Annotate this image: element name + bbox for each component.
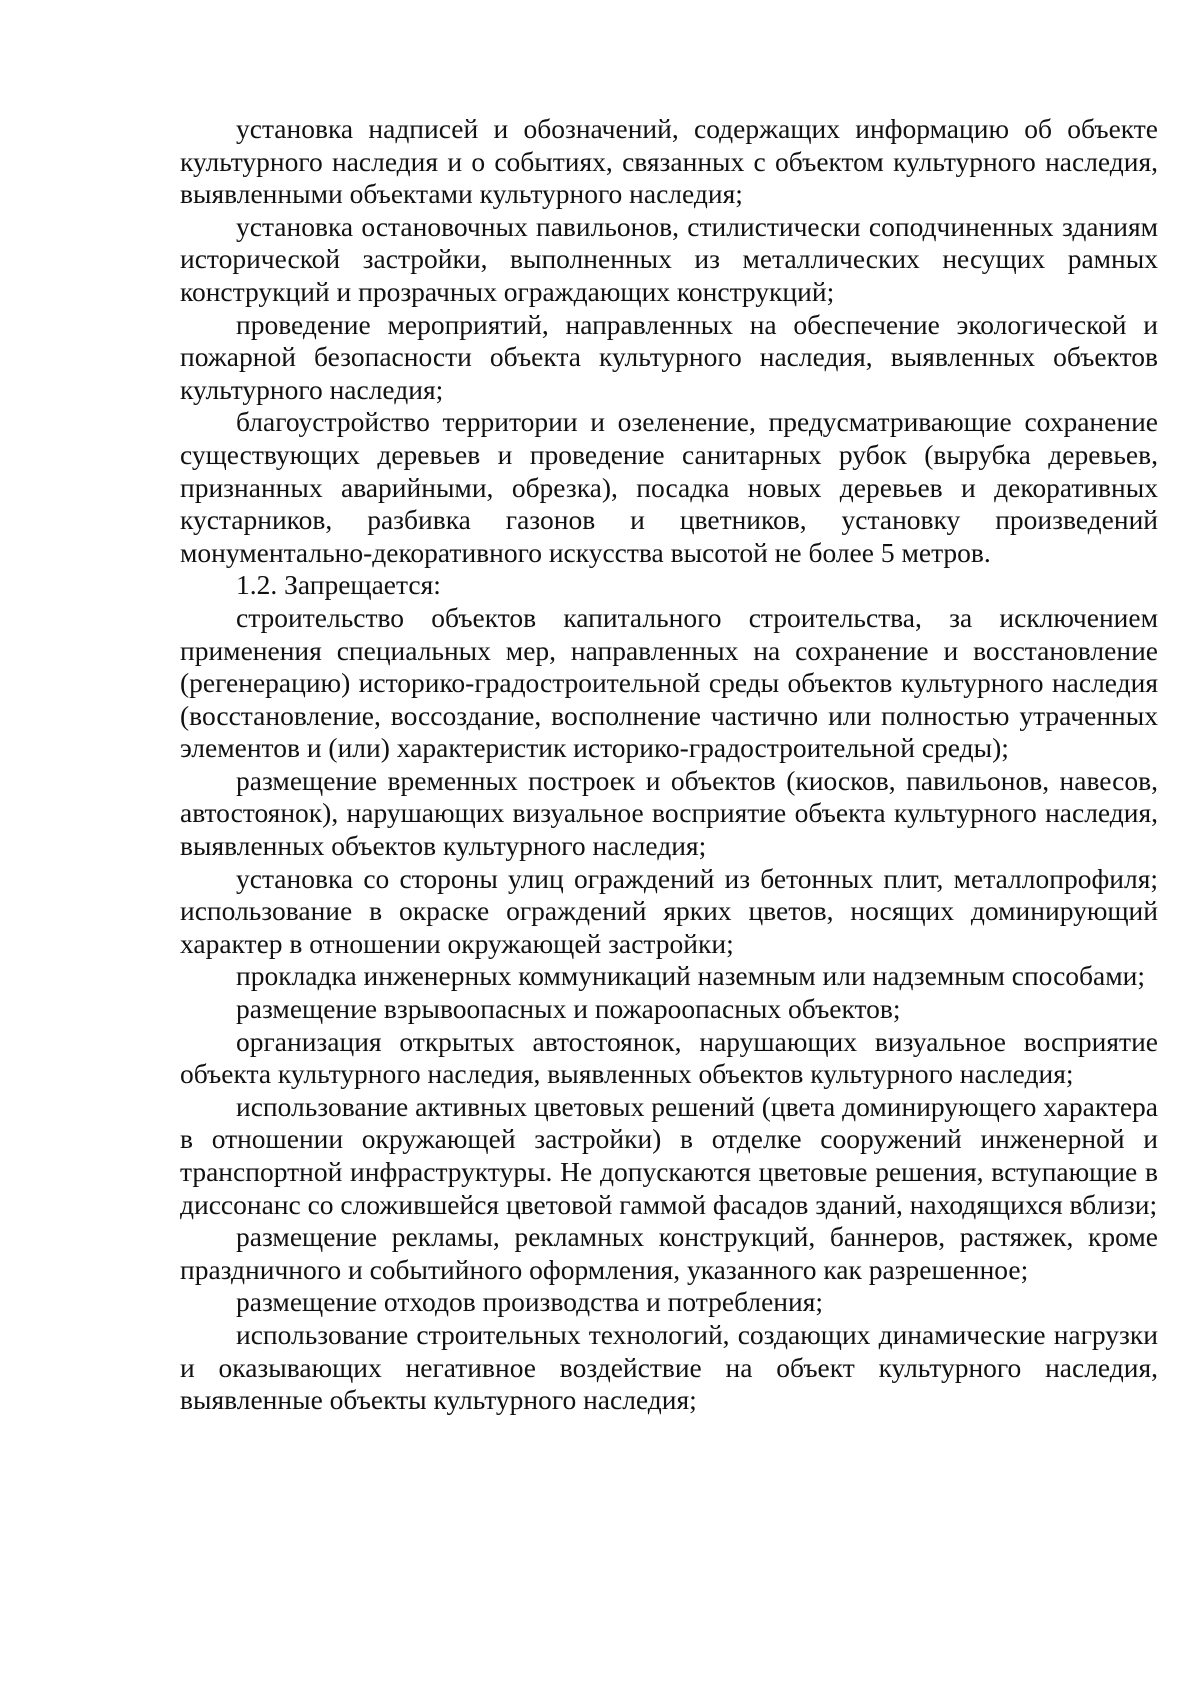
paragraph-color-solutions: использование активных цветовых решений (цвета доминирующего характера в отношении окружающей застройки) в отделке сооружений инженерной и транспортной инфраструктуры. Не допускаются цветовые решения, вступающие в диссонанс со сложившейся цветовой гаммой фасадов зданий, находящихся вблизи; <box>180 1090 1158 1220</box>
section-heading-prohibited: 1.2. Запрещается: <box>236 569 441 601</box>
paragraph-hazardous-objects: размещение взрывоопасных и пожароопасных объектов; <box>236 993 901 1025</box>
paragraph-construction-technologies: использование строительных технологий, создающих динамические нагрузки и оказывающих негативное воздействие на объект культурного наследия, выявленные объекты культурного наследия; <box>180 1318 1158 1416</box>
paragraph-utilities: прокладка инженерных коммуникаций наземным или надземным способами; <box>236 960 1146 992</box>
paragraph-bus-pavilions: установка остановочных павильонов, стилистически соподчиненных зданиям исторической застройки, выполненных из металлических несущих рамных конструкций и прозрачных ограждающих конструкций; <box>180 210 1158 307</box>
paragraph-landscaping: благоустройство территории и озеленение, предусматривающие сохранение существующих деревьев и проведение санитарных рубок (вырубка деревьев, признанных аварийными, обрезка), посадка новых деревьев и декоративных кустарников, разбивка газонов и цветников, установку произведений монументально-декоративного искусства высотой не более 5 метров. <box>180 406 1158 568</box>
paragraph-safety-measures: проведение мероприятий, направленных на обеспечение экологической и пожарной безопасности объекта культурного наследия, выявленных объектов культурного наследия; <box>180 308 1158 405</box>
paragraph-advertising: размещение рекламы, рекламных конструкций, баннеров, растяжек, кроме праздничного и событийного оформления, указанного как разрешенное; <box>180 1221 1158 1285</box>
paragraph-open-parking: организация открытых автостоянок, нарушающих визуальное восприятие объекта культурного наследия, выявленных объектов культурного наследия; <box>180 1025 1158 1090</box>
paragraph-temporary-structures: размещение временных построек и объектов (киосков, павильонов, навесов, автостоянок), нарушающих визуальное восприятие объекта культурного наследия, выявленных объектов культурного наследия; <box>180 764 1158 862</box>
paragraph-signage: установка надписей и обозначений, содержащих информацию об объекте культурного наследия и о событиях, связанных с объектом культурного наследия, выявленными объектами культурного наследия; <box>180 113 1158 210</box>
paragraph-waste: размещение отходов производства и потребления; <box>236 1286 824 1318</box>
paragraph-capital-construction: строительство объектов капитального строительства, за исключением применения специальных мер, направленных на сохранение и восстановление (регенерацию) историко-градостроительной среды объектов культурного наследия (восстановление, воссоздание, восполнение частично или полностью утраченных элементов и (или) характеристик историко-градостроительной среды); <box>180 601 1158 764</box>
paragraph-fences: установка со стороны улиц ограждений из бетонных плит, металлопрофиля; использование в окраске ограждений ярких цветов, носящих доминирующий характер в отношении окружающей застройки; <box>180 862 1158 959</box>
document-body <box>180 113 1158 1417</box>
